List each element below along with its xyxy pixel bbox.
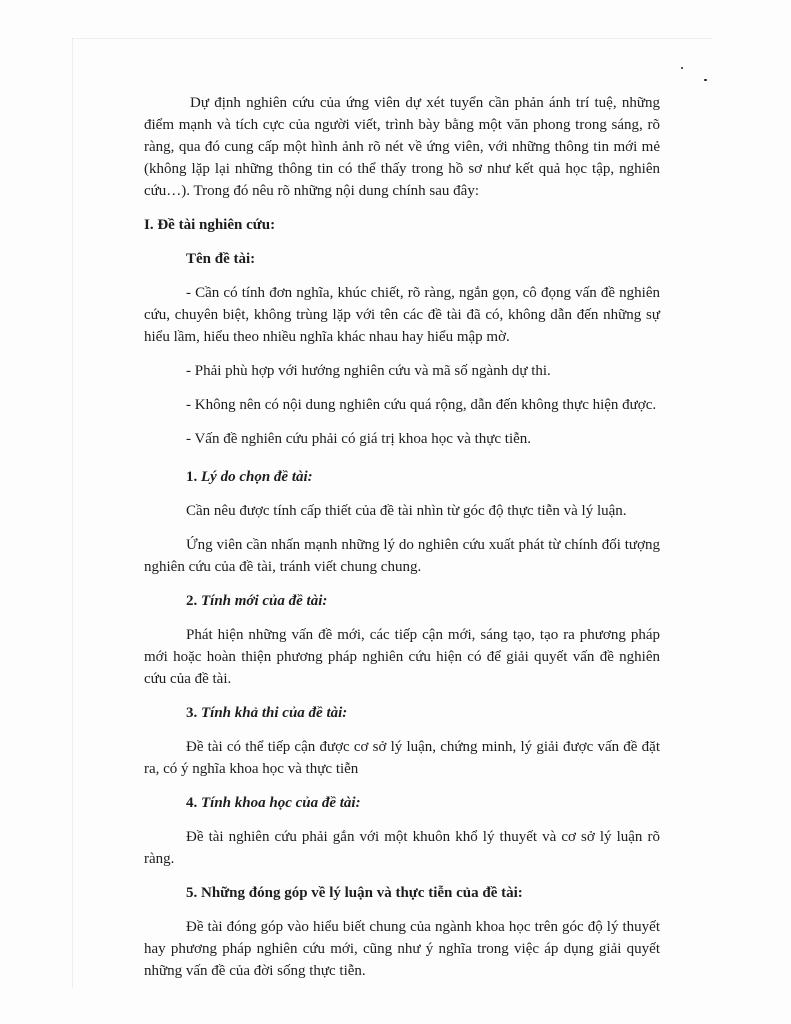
- subsection-number: 2.: [186, 593, 198, 609]
- subsection-number: 1.: [186, 469, 198, 485]
- subsection-heading-contributions: 5. Những đóng góp về lý luận và thực tiễn của đề tài:: [186, 885, 523, 901]
- subsection-title: Tính khả thi của đề tài:: [201, 705, 348, 721]
- topic-point: - Không nên có nội dung nghiên cứu quá rộng, dẫn đến không thực hiện được.: [186, 397, 657, 413]
- subsection-title: Tính mới của đề tài:: [201, 593, 328, 609]
- reason-paragraph: Cần nêu được tính cấp thiết của đề tài nhìn từ góc độ thực tiễn và lý luận.: [186, 503, 627, 519]
- subsection-number: 4.: [186, 795, 198, 811]
- subsection-title: Tính khoa học của đề tài:: [201, 795, 361, 811]
- scan-edge-top: [72, 38, 712, 39]
- section-heading-research-topic: I. Đề tài nghiên cứu:: [144, 217, 276, 233]
- topic-point: - Phải phù hợp với hướng nghiên cứu và mã số ngành dự thi.: [186, 363, 551, 379]
- topic-title-heading: Tên đề tài:: [186, 251, 256, 267]
- intro-paragraph: Dự định nghiên cứu của ứng viên dự xét tuyển cần phản ánh trí tuệ, những điểm mạnh và tích cực của người viết, trình bày bằng một văn phong trong sáng, rõ ràng, qua đó cung cấp một hình ảnh rõ nét về ứng viên, với những thông tin mới mẻ (không lặp lại những thông tin có thể thấy trong hồ sơ như kết quả học tập, nghiên cứu…). Trong đó nêu rõ những nội dung chính sau đây:: [144, 95, 660, 199]
- document-body: [144, 92, 660, 994]
- topic-point: - Vấn đề nghiên cứu phải có giá trị khoa học và thực tiễn.: [186, 431, 532, 447]
- subsection-heading-scientific: [186, 792, 660, 814]
- reason-paragraph: Ứng viên cần nhấn mạnh những lý do nghiên cứu xuất phát từ chính đối tượng nghiên cứu của đề tài, tránh viết chung chung.: [144, 537, 660, 575]
- subsection-heading-reason: [186, 466, 660, 488]
- scan-speck: [704, 79, 707, 81]
- subsection-title: Lý do chọn đề tài:: [201, 469, 313, 485]
- contributions-paragraph: Đề tài đóng góp vào hiểu biết chung của ngành khoa học trên góc độ lý thuyết hay phương pháp nghiên cứu mới, cũng như ý nghĩa trong việc áp dụng giải quyết những vấn đề của đời sống thực tiễn.: [144, 919, 660, 979]
- novelty-paragraph: Phát hiện những vấn đề mới, các tiếp cận mới, sáng tạo, tạo ra phương pháp mới hoặc hoàn thiện phương pháp nghiên cứu hiện có để giải quyết vấn đề nghiên cứu của đề tài.: [144, 627, 660, 687]
- subsection-heading-novelty: [186, 590, 660, 612]
- subsection-heading-feasibility: [186, 702, 660, 724]
- topic-point: - Cần có tính đơn nghĩa, khúc chiết, rõ ràng, ngắn gọn, cô đọng vấn đề nghiên cứu, chuyên biệt, không trùng lặp với tên các đề tài đã có, không dẫn đến những sự hiểu lầm, hiểu theo nhiều nghĩa khác nhau hay hiểu mập mờ.: [144, 285, 660, 345]
- scan-edge-left: [72, 38, 73, 988]
- scan-speck: [681, 67, 683, 69]
- feasibility-paragraph: Đề tài có thể tiếp cận được cơ sở lý luận, chứng minh, lý giải được vấn đề đặt ra, có ý nghĩa khoa học và thực tiễn: [144, 739, 660, 777]
- subsection-number: 3.: [186, 705, 198, 721]
- scientific-paragraph: Đề tài nghiên cứu phải gắn với một khuôn khổ lý thuyết và cơ sở lý luận rõ ràng.: [144, 829, 660, 867]
